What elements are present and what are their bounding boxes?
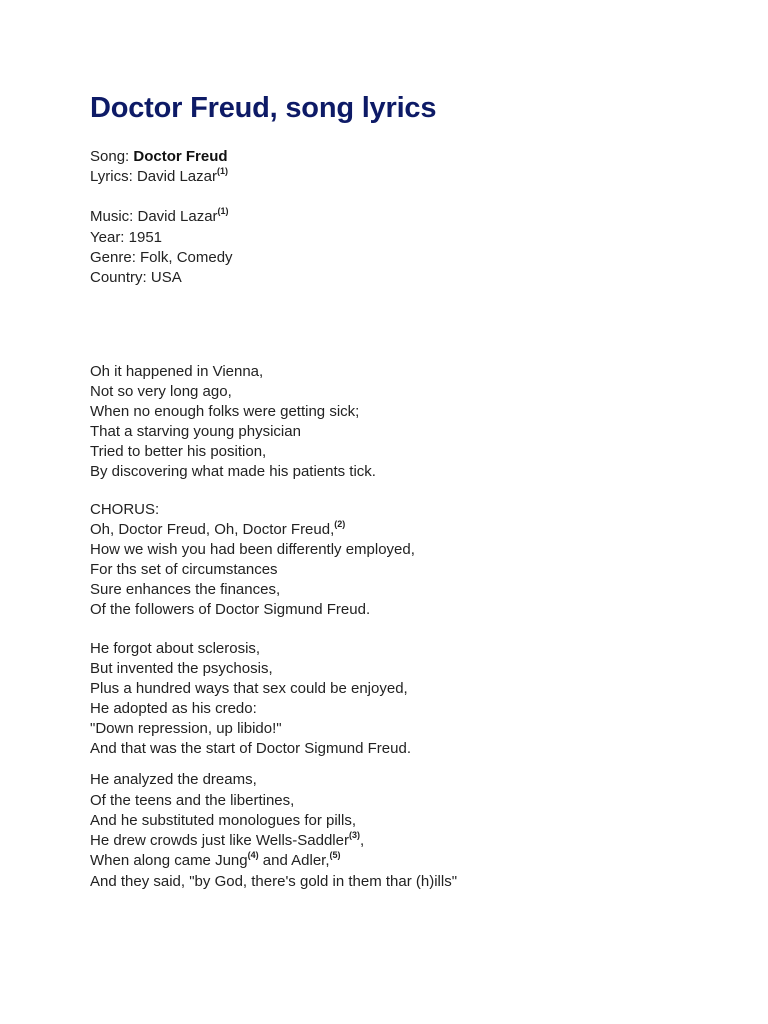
lyric-line: But invented the psychosis, bbox=[90, 660, 273, 677]
lyrics-author: Lyrics: David Lazar bbox=[90, 168, 217, 185]
footnote-marker: (3) bbox=[348, 830, 360, 840]
lyric-line: And that was the start of Doctor Sigmund Freud. bbox=[90, 740, 411, 757]
footnote-marker: (4) bbox=[247, 850, 259, 860]
footnote-marker: (5) bbox=[329, 850, 341, 860]
chorus-line bbox=[90, 520, 345, 540]
lyric-line: He forgot about sclerosis, bbox=[90, 640, 261, 657]
footnote-marker: (1) bbox=[217, 166, 228, 176]
music-line bbox=[90, 207, 229, 227]
footnote-marker: (1) bbox=[217, 206, 229, 216]
lyric-text: , bbox=[359, 832, 365, 849]
lyric-text: and Adler, bbox=[258, 852, 330, 869]
chorus-line: Of the followers of Doctor Sigmund Freud. bbox=[90, 601, 371, 618]
lyric-line bbox=[90, 831, 364, 851]
song-label: Song: bbox=[90, 148, 134, 165]
song-line bbox=[90, 147, 228, 167]
page-title: Doctor Freud, song lyrics bbox=[90, 92, 437, 124]
footnote-marker: (2) bbox=[334, 519, 346, 529]
chorus-line: How we wish you had been differently employed, bbox=[90, 541, 415, 558]
lyric-line bbox=[90, 851, 341, 871]
lyric-line: By discovering what made his patients tick. bbox=[90, 463, 376, 480]
country-line: Country: USA bbox=[90, 269, 182, 286]
chorus-text: Oh, Doctor Freud, Oh, Doctor Freud, bbox=[90, 521, 335, 538]
lyric-line: That a starving young physician bbox=[90, 423, 301, 440]
lyric-line: Plus a hundred ways that sex could be enjoyed, bbox=[90, 680, 408, 697]
lyric-line: Oh it happened in Vienna, bbox=[90, 363, 264, 380]
chorus-line: For ths set of circumstances bbox=[90, 561, 278, 578]
lyric-text: When along came Jung bbox=[90, 852, 248, 869]
lyric-line: He analyzed the dreams, bbox=[90, 771, 257, 788]
lyric-text: He drew crowds just like Wells-Saddler bbox=[90, 832, 349, 849]
lyric-line: And he substituted monologues for pills, bbox=[90, 812, 356, 829]
lyric-line: He adopted as his credo: bbox=[90, 700, 257, 717]
lyric-line: Of the teens and the libertines, bbox=[90, 792, 295, 809]
chorus-label: CHORUS: bbox=[90, 501, 160, 518]
lyric-line: "Down repression, up libido!" bbox=[90, 720, 282, 737]
lyric-line: And they said, "by God, there's gold in them thar (h)ills" bbox=[90, 873, 458, 890]
year-line: Year: 1951 bbox=[90, 229, 163, 246]
lyric-line: Not so very long ago, bbox=[90, 383, 232, 400]
genre-line: Genre: Folk, Comedy bbox=[90, 249, 233, 266]
music-author: Music: David Lazar bbox=[90, 208, 218, 225]
lyric-line: When no enough folks were getting sick; bbox=[90, 403, 360, 420]
song-value: Doctor Freud bbox=[133, 148, 228, 165]
lyric-line: Tried to better his position, bbox=[90, 443, 267, 460]
chorus-line: Sure enhances the finances, bbox=[90, 581, 281, 598]
lyrics-line bbox=[90, 167, 228, 187]
